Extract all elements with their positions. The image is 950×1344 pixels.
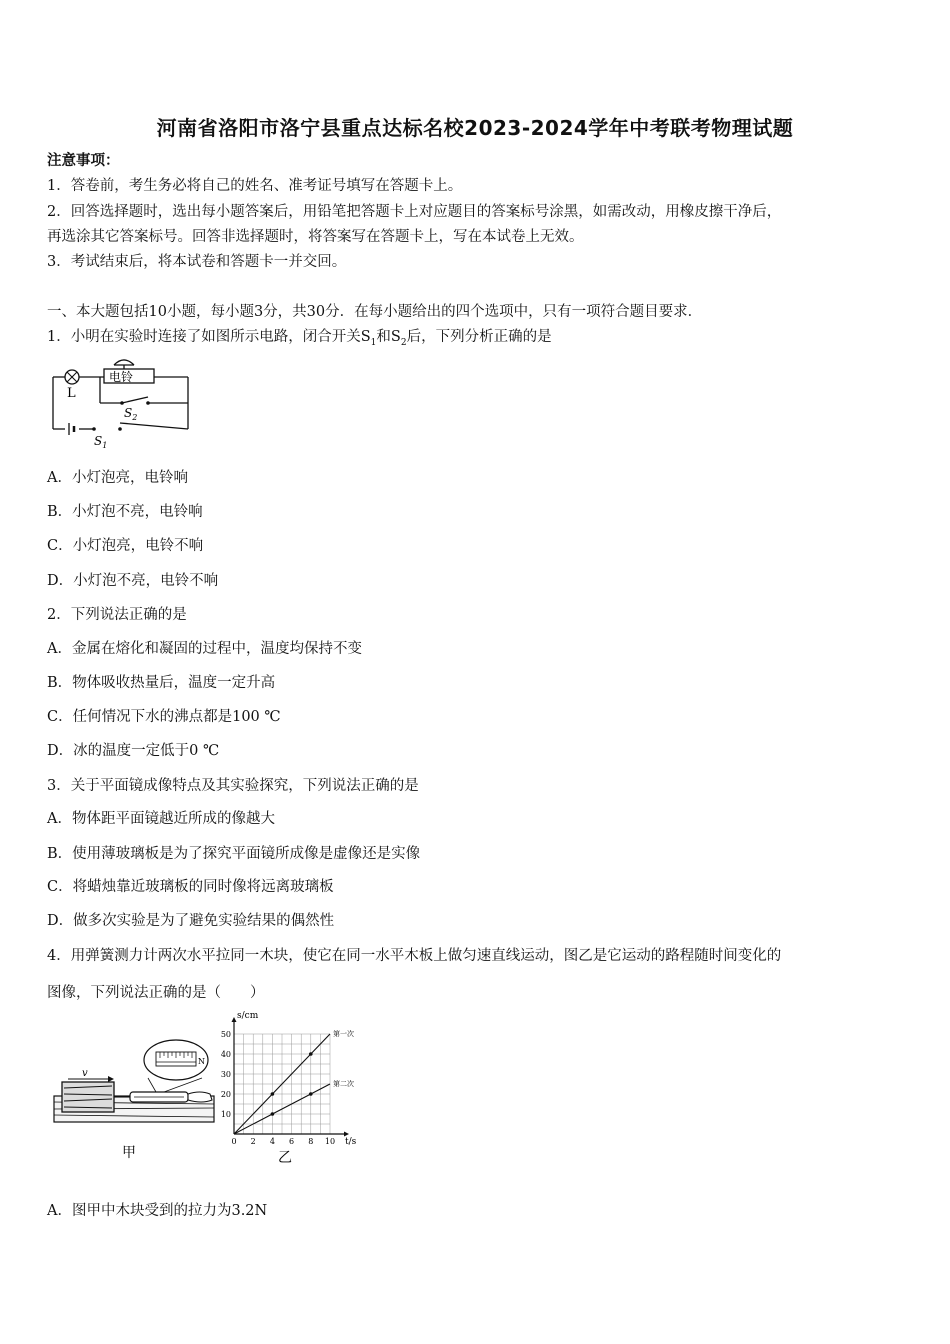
lamp-label: L bbox=[67, 386, 76, 401]
question-3-stem: 3．关于平面镜成像特点及其实验探究，下列说法正确的是 bbox=[47, 778, 419, 794]
y-tick-label: 50 bbox=[220, 1030, 231, 1039]
option: A．金属在熔化和凝固的过程中，温度均保持不变 bbox=[47, 641, 362, 657]
x-axis-label: t/s bbox=[345, 1137, 357, 1147]
option: B．物体吸收热量后，温度一定升高 bbox=[47, 675, 276, 691]
option: A．物体距平面镜越近所成的像越大 bbox=[47, 811, 275, 827]
y-axis-label: s/cm bbox=[237, 1011, 259, 1021]
circuit-diagram bbox=[48, 357, 198, 455]
option: D．冰的温度一定低于0 ℃ bbox=[47, 743, 220, 759]
switch-s1-label: $S_1$ bbox=[94, 434, 108, 450]
notice-heading: 注意事项： bbox=[47, 152, 120, 169]
x-tick-label: 10 bbox=[324, 1137, 336, 1146]
question-4-stem-line1: 4．用弹簧测力计两次水平拉同一木块，使它在同一水平木板上做匀速直线运动，图乙是它运动的路程随时间变化的 bbox=[47, 948, 782, 964]
x-tick-label: 8 bbox=[308, 1137, 314, 1146]
notice-item: 3．考试结束后，将本试卷和答题卡一并交回。 bbox=[47, 254, 347, 270]
y-tick-label: 40 bbox=[220, 1050, 231, 1059]
option: A．图甲中木块受到的拉力为3.2N bbox=[47, 1203, 268, 1219]
option: C．将蜡烛靠近玻璃板的同时像将远离玻璃板 bbox=[47, 879, 334, 895]
question-1-stem: 1．小明在实验时连接了如图所示电路，闭合开关$S_1$和$S_2$后，下列分析正确的是 bbox=[47, 329, 552, 348]
option: B．小灯泡不亮，电铃响 bbox=[47, 504, 203, 520]
page-title: 河南省洛阳市洛宁县重点达标名校2023-2024学年中考联考物理试题 bbox=[156, 116, 794, 140]
notice-item: 再选涂其它答案标号。回答非选择题时，将答案写在答题卡上，写在本试卷上无效。 bbox=[47, 229, 584, 245]
y-tick-label: 10 bbox=[220, 1110, 231, 1119]
option: D．做多次实验是为了避免实验结果的偶然性 bbox=[47, 913, 335, 929]
option: C．任何情况下水的沸点都是100 ℃ bbox=[47, 709, 281, 725]
option: D．小灯泡不亮，电铃不响 bbox=[47, 573, 219, 589]
figure-jia-label: 甲 bbox=[122, 1145, 136, 1161]
switch-s2-label: $S_2$ bbox=[124, 406, 138, 422]
figure-jia bbox=[52, 1038, 220, 1164]
x-axis-arrow bbox=[344, 1132, 349, 1137]
bell-label: 电铃 bbox=[109, 370, 134, 384]
series-label: 第二次 bbox=[333, 1080, 354, 1088]
section-heading: 一、本大题包括10小题，每小题3分，共30分．在每小题给出的四个选项中，只有一项符合题目要求． bbox=[47, 304, 703, 320]
figure-yi-label: 乙 bbox=[278, 1150, 292, 1166]
x-tick-label: 6 bbox=[289, 1137, 295, 1146]
series-label: 第一次 bbox=[333, 1030, 354, 1038]
data-point bbox=[271, 1092, 275, 1096]
dial-unit-glyph: N bbox=[198, 1057, 205, 1066]
data-point bbox=[309, 1092, 313, 1096]
data-point bbox=[271, 1112, 275, 1116]
velocity-label: v bbox=[82, 1068, 88, 1079]
x-tick-label: 4 bbox=[269, 1137, 275, 1146]
y-axis-arrow bbox=[232, 1017, 237, 1022]
option: C．小灯泡亮，电铃不响 bbox=[47, 538, 204, 554]
figure-yi-chart bbox=[222, 1012, 372, 1168]
notice-item: 2．回答选择题时，选出每小题答案后，用铅笔把答题卡上对应题目的答案标号涂黑，如需改动，用橡皮擦干净后， bbox=[47, 204, 782, 220]
option: B．使用薄玻璃板是为了探究平面镜所成像是虚像还是实像 bbox=[47, 846, 421, 862]
notice-item: 1．答卷前，考生务必将自己的姓名、准考证号填写在答题卡上。 bbox=[47, 178, 463, 194]
y-tick-label: 20 bbox=[220, 1090, 231, 1099]
y-tick-label: 30 bbox=[220, 1070, 231, 1079]
question-4-stem-line2: 图像，下列说法正确的是（ ） bbox=[47, 985, 265, 1001]
question-2-stem: 2．下列说法正确的是 bbox=[47, 607, 187, 623]
data-point bbox=[309, 1052, 313, 1056]
x-tick-label: 0 bbox=[231, 1137, 237, 1146]
option: A．小灯泡亮，电铃响 bbox=[47, 470, 188, 486]
x-tick-label: 2 bbox=[250, 1137, 256, 1146]
